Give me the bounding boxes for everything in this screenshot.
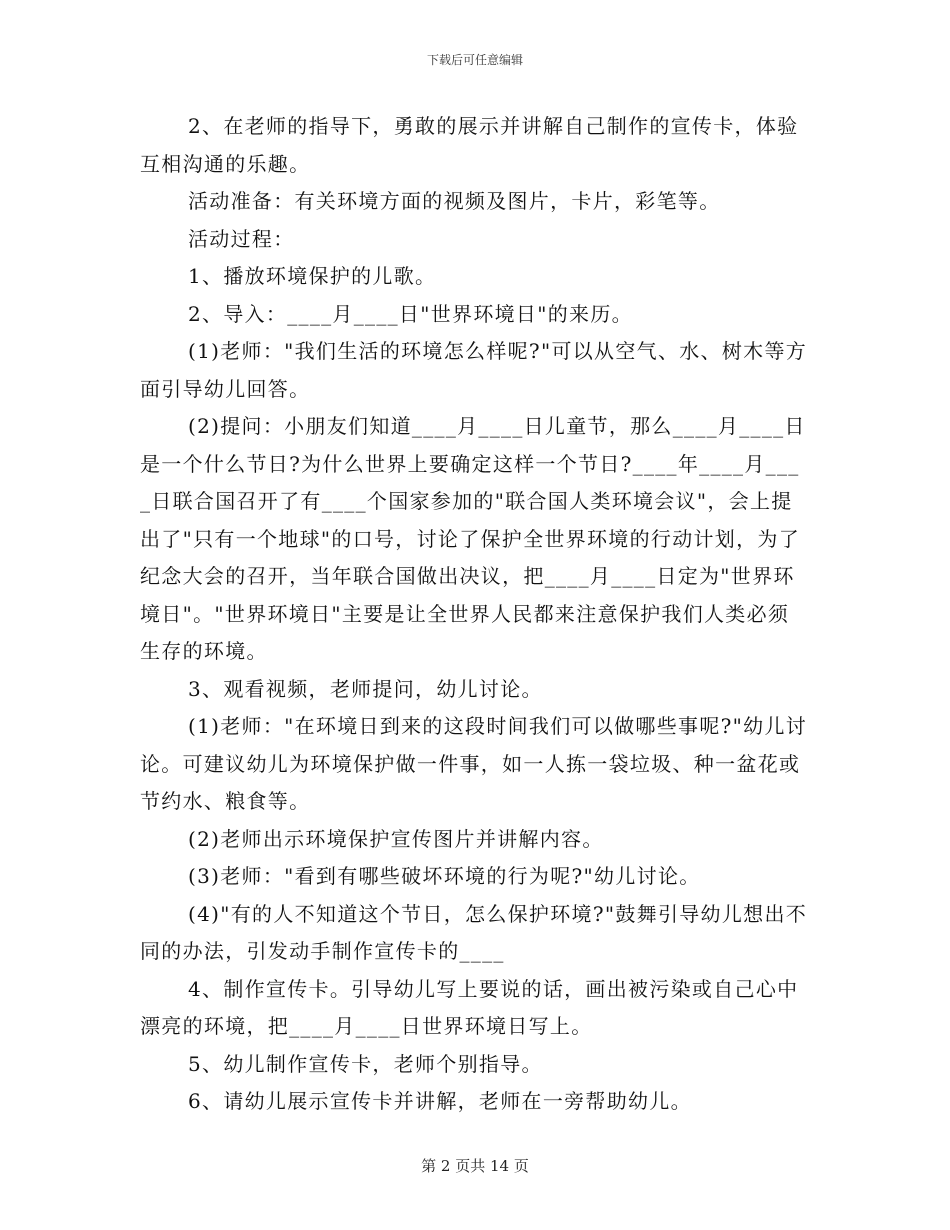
paragraph: 5、幼儿制作宣传卡，老师个别指导。 bbox=[188, 1051, 543, 1076]
page-footer: 第 2 页共 14 页 bbox=[421, 1157, 529, 1175]
paragraph: 2、导入：____月____日"世界环境日"的来历。 bbox=[188, 301, 633, 326]
paragraph: 活动过程： bbox=[188, 226, 295, 251]
paragraph: (1)老师："在环境日到来的这段时间我们可以做哪些事呢?"幼儿讨论。可建议幼儿为环境保护做一件事，如一人拣一袋垃圾、种一盆花或节约水、粮食等。 bbox=[140, 714, 808, 813]
paragraph: (2)提问：小朋友们知道____月____日儿童节，那么____月____日是一个什么节日?为什么世界上要确定这样一个节日?____年____月____日联合国召开了有____个国家参加的"联合国人类环境会议"，会上提出了"只有一个地球"的口号，讨论了保护全世界环境的行动计划，为了纪念大会的召开，当年联合国做出决议，把____月____日定为"世界环境日"。"世界环境日"主要是让全世界人民都来注意保护我们人类必须生存的环境。 bbox=[140, 414, 806, 663]
paragraph: 6、请幼儿展示宣传卡并讲解，老师在一旁帮助幼儿。 bbox=[188, 1089, 692, 1113]
paragraph: 活动准备：有关环境方面的视频及图片，卡片，彩笔等。 bbox=[188, 189, 721, 213]
paragraph: (3)老师："看到有哪些破坏环境的行为呢?"幼儿讨论。 bbox=[188, 864, 701, 888]
paragraph: (2)老师出示环境保护宣传图片并讲解内容。 bbox=[188, 826, 604, 851]
paragraph: (4)"有的人不知道这个节日，怎么保护环境?"鼓舞引导幼儿想出不同的办法，引发动手制作宣传卡的____ bbox=[140, 901, 808, 963]
paragraph: 4、制作宣传卡。引导幼儿写上要说的话，画出被污染或自己心中漂亮的环境，把____月____日世界环境日写上。 bbox=[140, 976, 799, 1038]
page-header: 下载后可任意编辑 bbox=[426, 53, 523, 67]
paragraph: 1、播放环境保护的儿歌。 bbox=[188, 264, 437, 288]
paragraph: (1)老师："我们生活的环境怎么样呢?"可以从空气、水、树木等方面引导幼儿回答。 bbox=[140, 339, 808, 401]
document-body bbox=[140, 108, 810, 1121]
paragraph: 3、观看视频，老师提问，幼儿讨论。 bbox=[188, 676, 543, 701]
paragraph: 2、在老师的指导下，勇敢的展示并讲解自己制作的宣传卡，体验互相沟通的乐趣。 bbox=[140, 114, 799, 176]
